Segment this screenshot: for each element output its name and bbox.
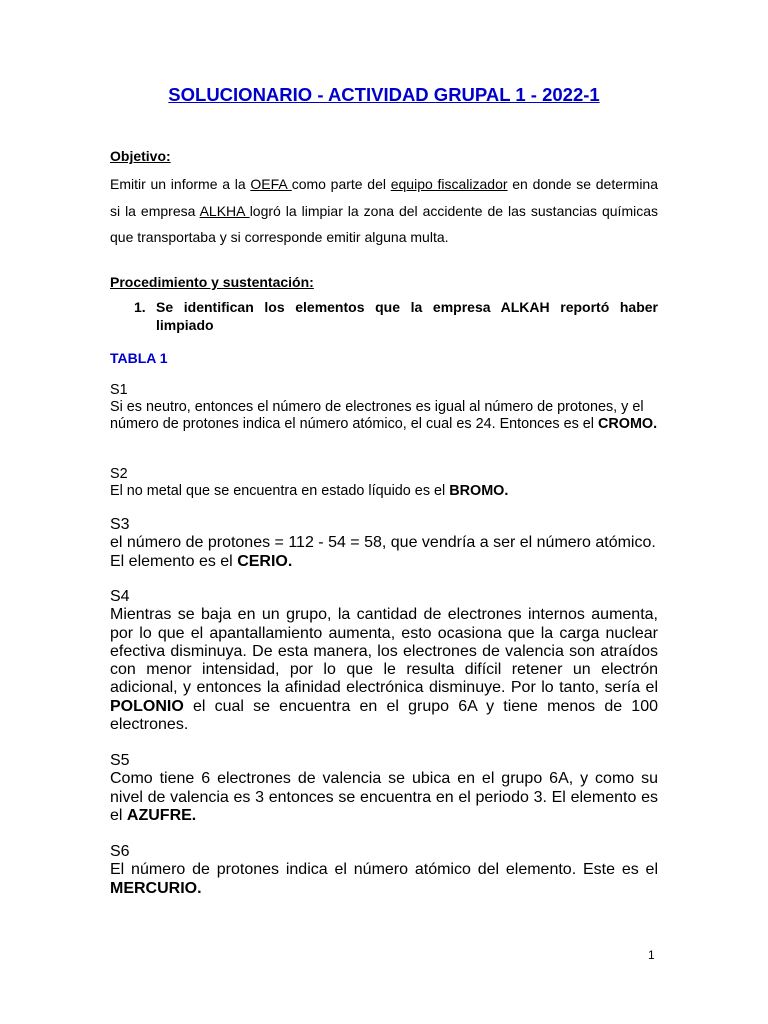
page-number: 1 bbox=[648, 948, 655, 962]
section-s4 bbox=[110, 588, 658, 734]
s3-text: el número de protones = 112 - 54 = 58, que vendría a ser el número atómico. El elemento es el bbox=[110, 534, 656, 570]
s4-text-2: el cual se encuentra en el grupo 6A y tiene menos de 100 electrones. bbox=[110, 697, 658, 734]
objetivo-paragraph bbox=[110, 171, 658, 251]
objetivo-text-3: en donde se determina si la empresa bbox=[110, 176, 658, 219]
section-s3 bbox=[110, 516, 658, 571]
section-s5 bbox=[110, 752, 658, 825]
s2-label: S2 bbox=[110, 466, 128, 482]
objetivo-text-2: como parte del bbox=[291, 176, 391, 192]
s1-element: CROMO. bbox=[597, 416, 658, 432]
s6-label: S6 bbox=[110, 843, 130, 860]
s2-text: El no metal que se encuentra en estado líquido es el bbox=[110, 483, 450, 499]
objetivo-heading: Objetivo: bbox=[110, 148, 171, 164]
section-s6 bbox=[110, 843, 658, 898]
s2-element: BROMO. bbox=[449, 483, 509, 499]
step-1 bbox=[134, 298, 658, 334]
s6-element: MERCURIO. bbox=[110, 879, 202, 897]
procedimiento-heading: Procedimiento y sustentación: bbox=[110, 274, 314, 290]
s4-label: S4 bbox=[110, 588, 130, 605]
s5-element: AZUFRE. bbox=[126, 806, 197, 824]
alkha-text: ALKHA bbox=[199, 202, 250, 219]
step-text: Se identifican los elementos que la empresa ALKAH reportó haber limpiado bbox=[156, 299, 658, 333]
s4-element: POLONIO bbox=[110, 697, 184, 715]
oefa-link: OEFA bbox=[250, 176, 292, 192]
s6-text: El número de protones indica el número atómico del elemento. Este es el bbox=[110, 861, 658, 879]
section-s1 bbox=[110, 382, 658, 433]
s5-label: S5 bbox=[110, 752, 130, 769]
s3-element: CERIO. bbox=[237, 552, 293, 570]
objetivo-text-1: Emitir un informe a la bbox=[110, 176, 251, 192]
step-number: 1. bbox=[134, 299, 146, 315]
section-s2 bbox=[110, 466, 658, 500]
s1-label: S1 bbox=[110, 382, 128, 398]
s3-label: S3 bbox=[110, 516, 130, 533]
equipo-fiscalizador-text: equipo fiscalizador bbox=[390, 176, 508, 192]
document-title: SOLUCIONARIO - ACTIVIDAD GRUPAL 1 - 2022-1 bbox=[168, 84, 600, 105]
tabla-heading: TABLA 1 bbox=[110, 350, 168, 366]
s5-text: Como tiene 6 electrones de valencia se ubica en el grupo 6A, y como su nivel de valencia es 3 entonces se encuentra en el periodo 3. El elemento es el bbox=[110, 770, 658, 824]
s1-text: Si es neutro, entonces el número de electrones es igual al número de protones, y el número de protones indica el número atómico, el cual es 24. Entonces es el bbox=[110, 399, 644, 432]
objetivo-text-4: logró la limpiar la zona del accidente de las sustancias químicas que transportaba y si corresponde emitir alguna multa. bbox=[110, 202, 659, 245]
s4-text-1: Mientras se baja en un grupo, la cantidad de electrones internos aumenta, por lo que el apantallamiento aumenta, esto ocasiona que la carga nuclear efectiva disminuya. De esta manera, los electrones de valencia son atraídos con menor intensidad, por lo que le resulta difícil retener un electrón adicional, y entonces la afinidad electrónica disminuye. Por lo tanto, sería el bbox=[110, 606, 658, 697]
